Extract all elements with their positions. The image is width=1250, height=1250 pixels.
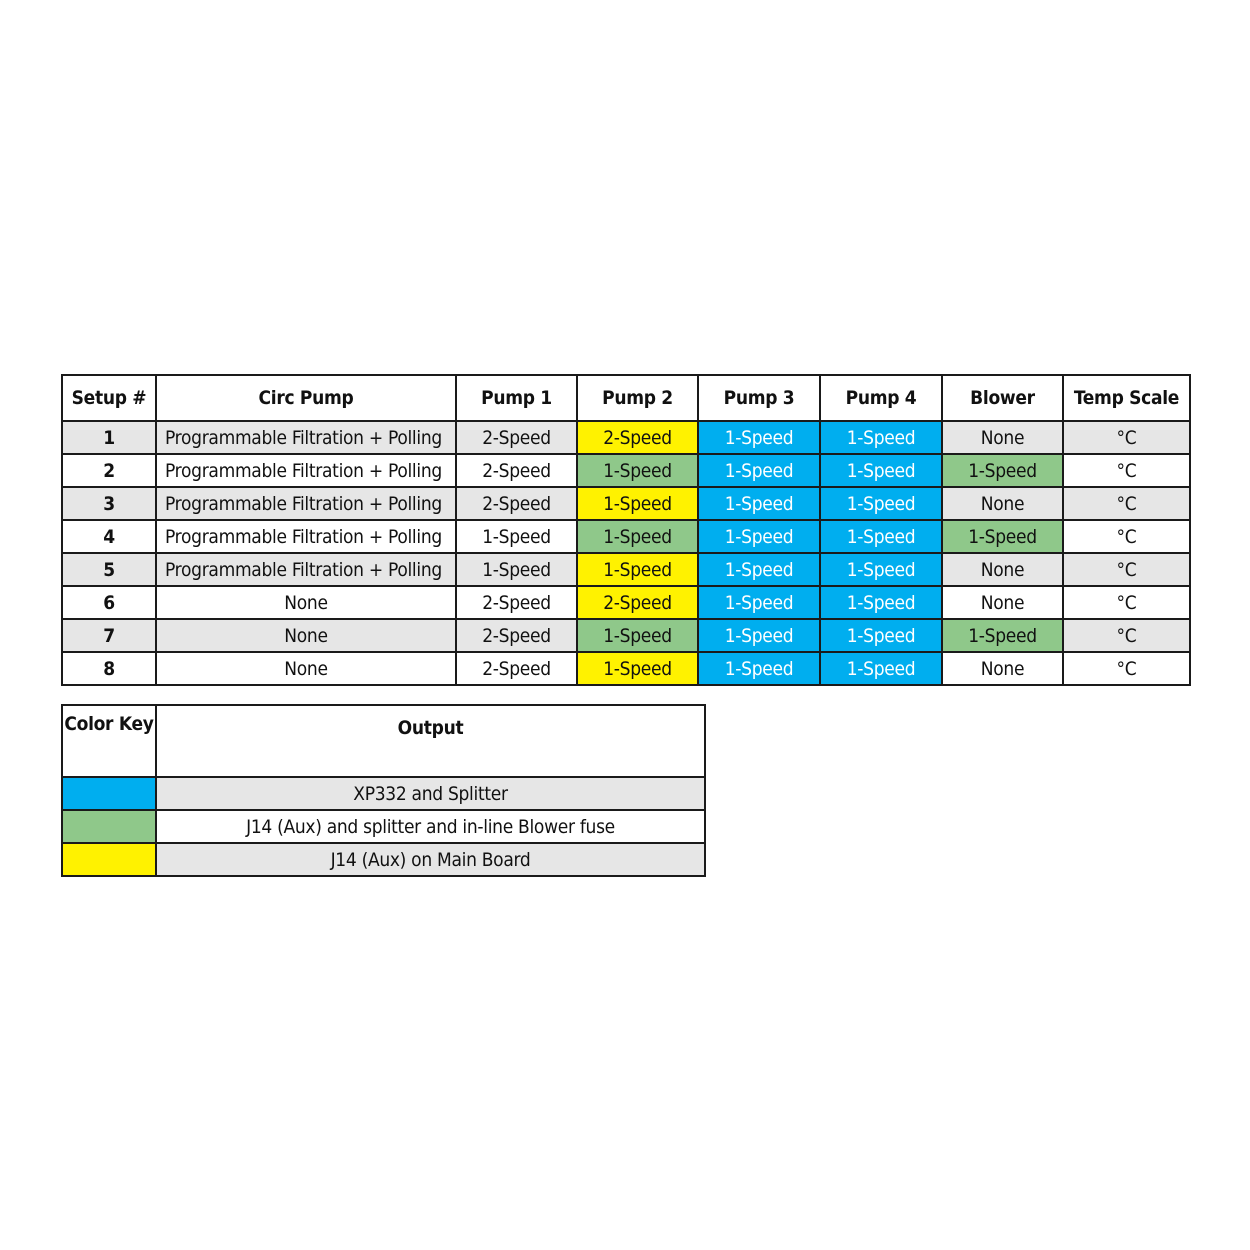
header-row bbox=[62, 375, 1190, 421]
header-pump-3: Pump 3 bbox=[698, 375, 820, 421]
pump-4-cell: 1-Speed bbox=[820, 421, 942, 454]
pump-4-cell: 1-Speed bbox=[820, 454, 942, 487]
blower-cell: None bbox=[942, 652, 1063, 685]
pump-4-cell: 1-Speed bbox=[820, 520, 942, 553]
temp-scale-cell: °C bbox=[1063, 520, 1190, 553]
pump-3-cell: 1-Speed bbox=[698, 520, 820, 553]
setup-number: 3 bbox=[62, 487, 156, 520]
temp-scale-cell: °C bbox=[1063, 421, 1190, 454]
pump-2-cell: 1-Speed bbox=[577, 454, 698, 487]
pump-3-cell: 1-Speed bbox=[698, 454, 820, 487]
key-output-label: J14 (Aux) on Main Board bbox=[156, 843, 705, 876]
table-row bbox=[62, 652, 1190, 685]
pump-3-cell: 1-Speed bbox=[698, 421, 820, 454]
blower-cell: 1-Speed bbox=[942, 520, 1063, 553]
pump-3-cell: 1-Speed bbox=[698, 619, 820, 652]
temp-scale-cell: °C bbox=[1063, 487, 1190, 520]
header-pump-1: Pump 1 bbox=[456, 375, 577, 421]
pump-2-cell: 1-Speed bbox=[577, 652, 698, 685]
circ-pump-cell: Programmable Filtration + Polling bbox=[156, 421, 456, 454]
key-row bbox=[62, 810, 705, 843]
header-pump-2: Pump 2 bbox=[577, 375, 698, 421]
pump-3-cell: 1-Speed bbox=[698, 652, 820, 685]
green-swatch bbox=[62, 810, 156, 843]
blower-cell: None bbox=[942, 487, 1063, 520]
pump-1-cell: 2-Speed bbox=[456, 454, 577, 487]
key-output-label: XP332 and Splitter bbox=[156, 777, 705, 810]
blue-swatch bbox=[62, 777, 156, 810]
header-color-key: Color Key bbox=[62, 705, 156, 777]
table-row bbox=[62, 421, 1190, 454]
temp-scale-cell: °C bbox=[1063, 553, 1190, 586]
blower-cell: 1-Speed bbox=[942, 619, 1063, 652]
pump-2-cell: 2-Speed bbox=[577, 586, 698, 619]
header-blower: Blower bbox=[942, 375, 1063, 421]
table-row bbox=[62, 487, 1190, 520]
header-output: Output bbox=[156, 705, 705, 777]
yellow-swatch bbox=[62, 843, 156, 876]
circ-pump-cell: None bbox=[156, 586, 456, 619]
color-key-table bbox=[61, 704, 706, 877]
setup-number: 8 bbox=[62, 652, 156, 685]
temp-scale-cell: °C bbox=[1063, 652, 1190, 685]
setup-number: 2 bbox=[62, 454, 156, 487]
pump-1-cell: 2-Speed bbox=[456, 421, 577, 454]
pump-2-cell: 1-Speed bbox=[577, 619, 698, 652]
temp-scale-cell: °C bbox=[1063, 454, 1190, 487]
header-setup: Setup # bbox=[62, 375, 156, 421]
circ-pump-cell: Programmable Filtration + Polling bbox=[156, 454, 456, 487]
setup-number: 5 bbox=[62, 553, 156, 586]
setup-number: 7 bbox=[62, 619, 156, 652]
table-row bbox=[62, 520, 1190, 553]
pump-2-cell: 1-Speed bbox=[577, 553, 698, 586]
setup-number: 6 bbox=[62, 586, 156, 619]
pump-4-cell: 1-Speed bbox=[820, 553, 942, 586]
blower-cell: None bbox=[942, 421, 1063, 454]
header-pump-4: Pump 4 bbox=[820, 375, 942, 421]
temp-scale-cell: °C bbox=[1063, 619, 1190, 652]
pump-1-cell: 2-Speed bbox=[456, 586, 577, 619]
key-row bbox=[62, 843, 705, 876]
key-output-label: J14 (Aux) and splitter and in-line Blower fuse bbox=[156, 810, 705, 843]
temp-scale-cell: °C bbox=[1063, 586, 1190, 619]
header-temp-scale: Temp Scale bbox=[1063, 375, 1190, 421]
pump-2-cell: 1-Speed bbox=[577, 487, 698, 520]
key-header-row bbox=[62, 705, 705, 777]
setup-table bbox=[61, 374, 1191, 686]
blower-cell: 1-Speed bbox=[942, 454, 1063, 487]
blower-cell: None bbox=[942, 553, 1063, 586]
key-row bbox=[62, 777, 705, 810]
pump-3-cell: 1-Speed bbox=[698, 487, 820, 520]
pump-1-cell: 2-Speed bbox=[456, 487, 577, 520]
table-row bbox=[62, 586, 1190, 619]
pump-1-cell: 1-Speed bbox=[456, 520, 577, 553]
circ-pump-cell: None bbox=[156, 619, 456, 652]
pump-1-cell: 2-Speed bbox=[456, 619, 577, 652]
table-row bbox=[62, 454, 1190, 487]
circ-pump-cell: Programmable Filtration + Polling bbox=[156, 520, 456, 553]
table-row bbox=[62, 619, 1190, 652]
circ-pump-cell: Programmable Filtration + Polling bbox=[156, 553, 456, 586]
pump-3-cell: 1-Speed bbox=[698, 553, 820, 586]
pump-4-cell: 1-Speed bbox=[820, 652, 942, 685]
circ-pump-cell: Programmable Filtration + Polling bbox=[156, 487, 456, 520]
pump-2-cell: 2-Speed bbox=[577, 421, 698, 454]
pump-3-cell: 1-Speed bbox=[698, 586, 820, 619]
pump-4-cell: 1-Speed bbox=[820, 586, 942, 619]
pump-1-cell: 2-Speed bbox=[456, 652, 577, 685]
pump-2-cell: 1-Speed bbox=[577, 520, 698, 553]
pump-1-cell: 1-Speed bbox=[456, 553, 577, 586]
setup-number: 4 bbox=[62, 520, 156, 553]
blower-cell: None bbox=[942, 586, 1063, 619]
pump-4-cell: 1-Speed bbox=[820, 619, 942, 652]
table-row bbox=[62, 553, 1190, 586]
pump-4-cell: 1-Speed bbox=[820, 487, 942, 520]
setup-number: 1 bbox=[62, 421, 156, 454]
header-circ-pump: Circ Pump bbox=[156, 375, 456, 421]
circ-pump-cell: None bbox=[156, 652, 456, 685]
